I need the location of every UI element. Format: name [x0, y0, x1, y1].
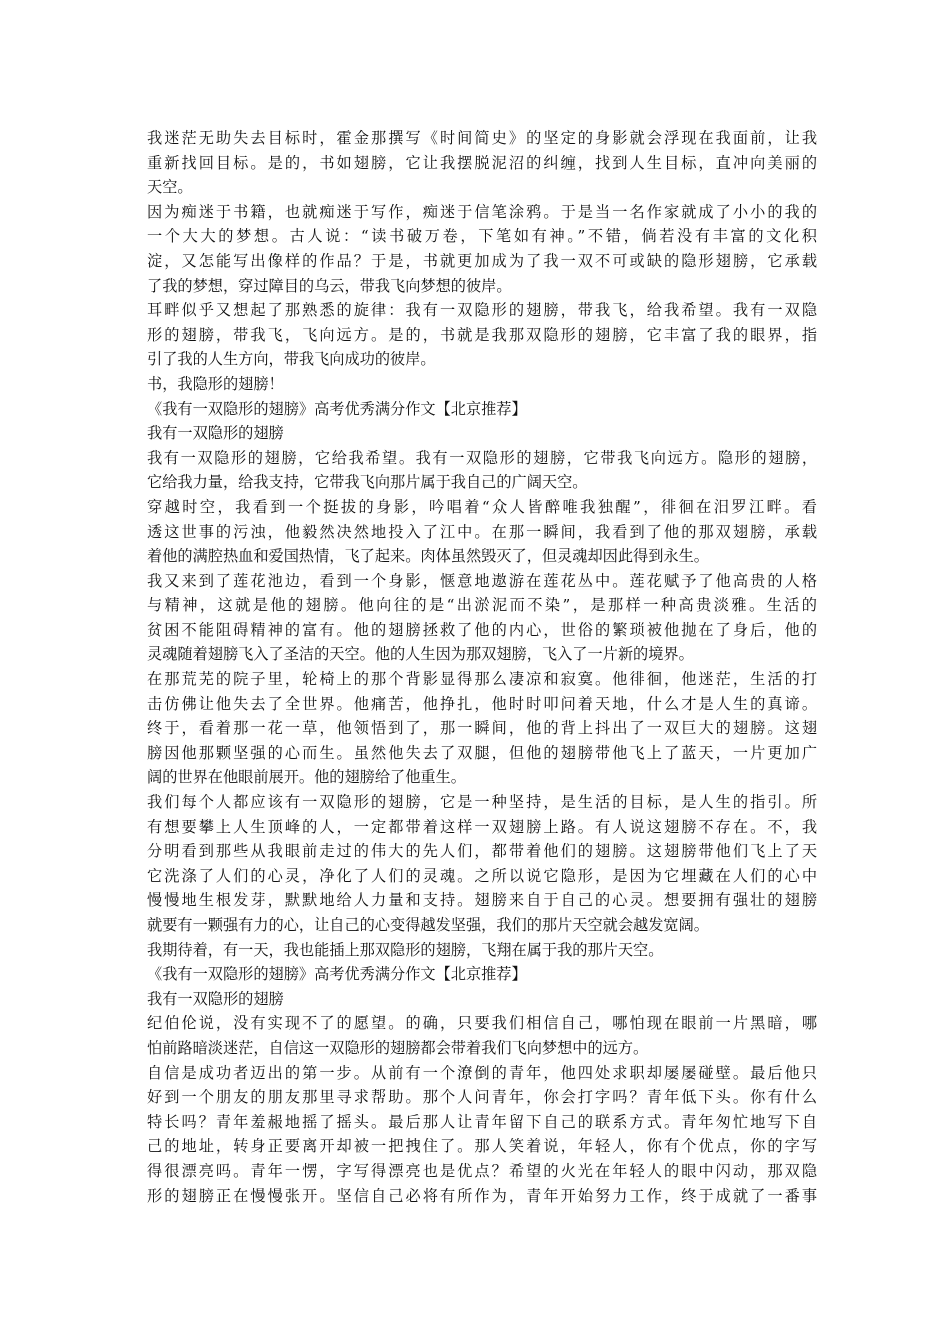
text-line: 己的地址，转身正要离开却被一把拽住了。那人笑着说，年轻人，你有个优点，你的字写 [147, 1137, 817, 1156]
text-line: 《我有一双隐形的翅膀》高考优秀满分作文【北京推荐】 [147, 965, 527, 984]
text-line: 形的翅膀，带我飞，飞向远方。是的，书就是我那双隐形的翅膀，它丰富了我的眼界，指 [147, 325, 817, 344]
text-line: 终于，看着那一花一草，他领悟到了，那一瞬间，他的背上抖出了一双巨大的翅膀。这翅 [147, 719, 817, 738]
text-line: 分明看到那些从我眼前走过的伟大的先人们，都带着他们的翅膀。这翅膀带他们飞上了天 [147, 842, 817, 861]
text-line: 一个大大的梦想。古人说：“读书破万卷，下笔如有神。”不错，倘若没有丰富的文化积 [147, 227, 817, 246]
text-line: 透这世事的污浊，他毅然决然地投入了江中。在那一瞬间，我看到了他的那双翅膀，承载 [147, 522, 817, 541]
text-line: 书，我隐形的翅膀！ [147, 374, 284, 393]
text-line: 就要有一颗强有力的心，让自己的心变得越发坚强，我们的那片天空就会越发宽阔。 [147, 916, 709, 934]
text-line: 有想要攀上人生顶峰的人，一定都带着这样一双翅膀上路。有人说这翅膀不存在。不，我 [147, 817, 817, 836]
text-line: 我们每个人都应该有一双隐形的翅膀，它是一种坚持，是生活的目标，是人生的指引。所 [147, 793, 817, 812]
text-line: 它洗涤了人们的心灵，净化了人们的灵魂。之所以说它隐形，是因为它埋藏在人们的心中 [147, 866, 817, 885]
text-line: 自信是成功者迈出的第一步。从前有一个潦倒的青年，他四处求职却屡屡碰壁。最后他只 [147, 1063, 817, 1082]
text-line: 得很漂亮吗。青年一愣，字写得漂亮也是优点？希望的火光在年轻人的眼中闪动，那双隐 [147, 1161, 817, 1180]
text-line: 我又来到了莲花池边，看到一个身影，惬意地遨游在莲花丛中。莲花赋予了他高贵的人格 [147, 571, 817, 590]
text-line: 耳畔似乎又想起了那熟悉的旋律：我有一双隐形的翅膀，带我飞，给我希望。我有一双隐 [147, 301, 817, 320]
text-line: 贫困不能阻碍精神的富有。他的翅膀拯救了他的内心，世俗的繁琐被他抛在了身后，他的 [147, 620, 817, 639]
text-line: 我有一双隐形的翅膀 [147, 989, 284, 1008]
text-line: 引了我的人生方向，带我飞向成功的彼岸。 [147, 350, 436, 369]
text-line: 着他的满腔热血和爱国热情，飞了起来。肉体虽然毁灭了，但灵魂却因此得到永生。 [147, 547, 709, 566]
text-line: 形的翅膀正在慢慢张开。坚信自己必将有所作为，青年开始努力工作，终于成就了一番事 [147, 1186, 817, 1205]
text-line: 阔的世界在他眼前展开。他的翅膀给了他重生。 [147, 768, 466, 787]
text-line: 《我有一双隐形的翅膀》高考优秀满分作文【北京推荐】 [147, 399, 527, 418]
text-line: 我有一双隐形的翅膀，它给我希望。我有一双隐形的翅膀，它带我飞向远方。隐形的翅膀， [147, 448, 817, 467]
text-line: 怕前路暗淡迷茫，自信这一双隐形的翅膀都会带着我们飞向梦想中的远方。 [147, 1038, 649, 1057]
text-line: 我迷茫无助失去目标时，霍金那撰写《时间简史》的坚定的身影就会浮现在我面前，让我 [147, 129, 817, 147]
text-line: 淀，又怎能写出像样的作品？于是，书就更加成为了我一双不可或缺的隐形翅膀，它承载 [147, 251, 817, 270]
document-body [147, 126, 817, 1208]
text-line: 灵魂随着翅膀飞入了圣洁的天空。他的人生因为那双翅膀，飞入了一片新的境界。 [147, 645, 694, 664]
text-line: 我有一双隐形的翅膀 [147, 424, 284, 443]
text-line: 与精神，这就是他的翅膀。他向往的是“出淤泥而不染”，是那样一种高贵淡雅。生活的 [147, 596, 817, 615]
text-line: 纪伯伦说，没有实现不了的愿望。的确，只要我们相信自己，哪怕现在眼前一片黑暗，哪 [147, 1014, 817, 1033]
text-line: 击仿佛让他失去了全世界。他痛苦，他挣扎，他时时叩问着天地，什么才是人生的真谛。 [147, 694, 817, 713]
text-line: 穿越时空，我看到一个挺拔的身影，吟唱着“众人皆醉唯我独醒”，徘徊在汨罗江畔。看 [147, 497, 817, 516]
text-line: 膀因他那颗坚强的心而生。虽然他失去了双腿，但他的翅膀带他飞上了蓝天，一片更加广 [147, 743, 817, 762]
text-line: 因为痴迷于书籍，也就痴迷于写作，痴迷于信笔涂鸦。于是当一名作家就成了小小的我的 [147, 202, 817, 221]
text-line: 慢慢地生根发芽，默默地给人力量和支持。翅膀来自于自己的心灵。想要拥有强壮的翅膀 [147, 891, 817, 910]
text-line: 天空。 [147, 178, 193, 197]
text-line: 它给我力量，给我支持，它带我飞向那片属于我自己的广阔天空。 [147, 473, 588, 492]
text-line: 了我的梦想，穿过障目的乌云，带我飞向梦想的彼岸。 [147, 276, 512, 295]
text-line: 重新找回目标。是的，书如翅膀，它让我摆脱泥沼的纠缠，找到人生目标，直冲向美丽的 [147, 153, 817, 172]
text-line: 我期待着，有一天，我也能插上那双隐形的翅膀，飞翔在属于我的那片天空。 [147, 940, 664, 959]
text-line: 好到一个朋友的朋友那里寻求帮助。那个人问青年，你会打字吗？青年低下头。你有什么 [147, 1088, 817, 1107]
text-line: 在那荒芜的院子里，轮椅上的那个背影显得那么凄凉和寂寞。他徘徊，他迷茫，生活的打 [147, 670, 817, 689]
text-line: 特长吗？青年羞赧地摇了摇头。最后那人让青年留下自己的联系方式。青年匆忙地写下自 [147, 1112, 817, 1131]
